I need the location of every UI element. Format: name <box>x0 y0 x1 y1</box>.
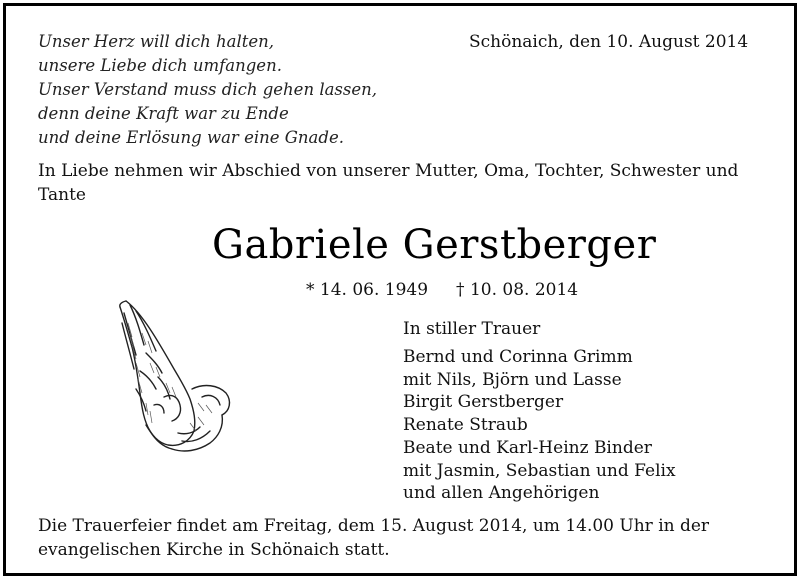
farewell-intro: In Liebe nehmen wir Abschied von unserer Mutter, Oma, Tochter, Schwester und Tante <box>38 161 739 205</box>
mourner-line: Birgit Gerstberger <box>403 392 564 413</box>
birth-date: * 14. 06. 1949 <box>306 280 429 300</box>
poem <box>38 30 377 150</box>
poem-line: unsere Liebe dich umfangen. <box>38 56 282 75</box>
funeral-service-info: Die Trauerfeier findet am Freitag, dem 15. August 2014, um 14.00 Uhr in der evangelischen Kirche in Schönaich statt. <box>38 516 710 560</box>
mourner-line: Renate Straub <box>403 415 528 436</box>
mourner-line: Bernd und Corinna Grimm <box>403 347 633 367</box>
death-date: † 10. 08. 2014 <box>456 280 579 300</box>
poem-line: denn deine Kraft war zu Ende <box>38 104 289 123</box>
mourning-intro: In stiller Trauer <box>403 319 541 339</box>
place-and-date: Schönaich, den 10. August 2014 <box>469 32 749 52</box>
praying-hands-icon <box>106 293 236 456</box>
poem-line: und deine Erlösung war eine Gnade. <box>38 128 344 147</box>
obituary-notice <box>3 3 797 576</box>
mourner-line: mit Nils, Björn und Lasse <box>403 369 622 390</box>
mourner-line: Beate und Karl-Heinz Binder <box>403 437 652 458</box>
poem-line: Unser Herz will dich halten, <box>38 32 275 51</box>
mourner-line: mit Jasmin, Sebastian und Felix <box>403 460 676 481</box>
mourner-line: und allen Angehörigen <box>403 483 600 504</box>
mourners-list <box>403 346 676 505</box>
deceased-name: Gabriele Gerstberger <box>212 222 657 268</box>
life-dates <box>306 278 578 302</box>
poem-line: Unser Verstand muss dich gehen lassen, <box>38 80 377 99</box>
